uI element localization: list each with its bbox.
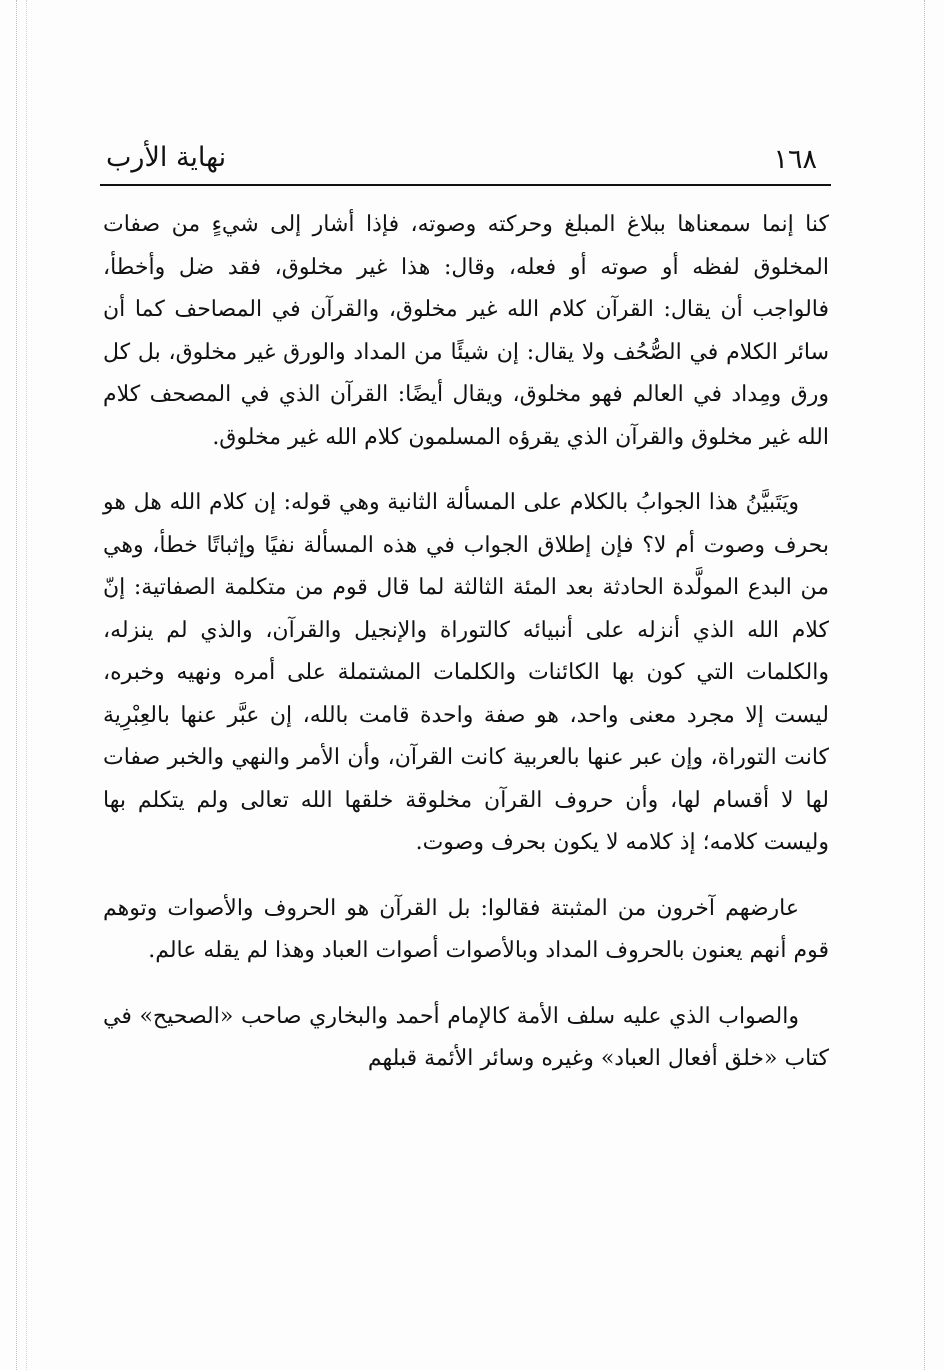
running-title: نهاية الأرب: [106, 142, 227, 173]
page-body: [103, 204, 829, 1081]
scan-edge-left: [16, 0, 18, 1370]
scan-edge-right: [924, 0, 926, 1370]
scan-edge-left-inner: [26, 0, 27, 1370]
paragraph: ويَتَبيَّنُ هذا الجوابُ بالكلام على المسألة الثانية وهي قوله: إن كلام الله هل هو بحرف وصوت أم لا؟ فإن إطلاق الجواب في هذه المسألة نفيًا وإثباتًا خطأ، وهي من البدع المولَّدة الحادثة بعد المئة الثالثة لما قال قوم من متكلمة الصفاتية: إنّ كلام الله الذي أنزله على أنبيائه كالتوراة والإنجيل والقرآن، والذي لم ينزله، والكلمات التي كون بها الكائنات والكلمات المشتملة على أمره ونهيه وخبره، ليست إلا مجرد معنى واحد، هو صفة واحدة قامت بالله، إن عبَّر عنها بالعِبْرِية كانت التوراة، وإن عبر عنها بالعربية كانت القرآن، وأن الأمر والنهي والخبر صفات لها لا أقسام لها، وأن حروف القرآن مخلوقة خلقها الله تعالى ولم يتكلم بها وليست كلامه؛ إذ كلامه لا يكون بحرف وصوت.: [103, 490, 829, 855]
page-number: ١٦٨: [773, 144, 817, 175]
page-header: [100, 140, 831, 186]
paragraph: والصواب الذي عليه سلف الأمة كالإمام أحمد والبخاري صاحب «الصحيح» في كتاب «خلق أفعال العباد» وغيره وسائر الأئمة قبلهم: [103, 1003, 829, 1071]
paragraph: كنا إنما سمعناها ببلاغ المبلغ وحركته وصوته، فإذا أشار إلى شيءٍ من صفات المخلوق لفظه أو صوته أو فعله، وقال: هذا غير مخلوق، فقد ضل وأخطأ، فالواجب أن يقال: القرآن كلام الله غير مخلوق، والقرآن في المصاحف كما أن سائر الكلام في الصُّحُف ولا يقال: إن شيئًا من المداد والورق غير مخلوق، بل كل ورق ومِداد في العالم فهو مخلوق، ويقال أيضًا: القرآن الذي في المصحف كلام الله غير مخلوق والقرآن الذي يقرؤه المسلمون كلام الله غير مخلوق.: [103, 212, 829, 450]
paragraph: عارضهم آخرون من المثبتة فقالوا: بل القرآن هو الحروف والأصوات وتوهم قوم أنهم يعنون بالحروف المداد وبالأصوات أصوات العباد وهذا لم يقله عالم.: [103, 895, 829, 963]
